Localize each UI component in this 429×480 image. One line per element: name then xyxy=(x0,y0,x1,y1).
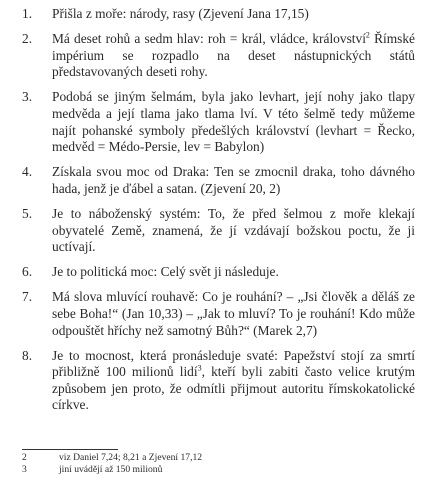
item-number: 4. xyxy=(22,164,33,180)
item-text: Je to náboženský systém: To, že před šelmou z moře klekají obyvatelé Země, znamená, že jí vzdávají božskou poctu, že ji uctívají. xyxy=(52,205,415,255)
item-number: 2. xyxy=(22,31,33,47)
list-item xyxy=(22,6,415,23)
footnote-text: jiní uvádějí až 150 milionů xyxy=(59,464,163,475)
list-item xyxy=(22,264,415,281)
item-text xyxy=(52,348,415,414)
footnote-text: viz Daniel 7,24; 8,21 a Zjevení 17,12 xyxy=(59,452,203,463)
list-item xyxy=(22,89,415,155)
item-number: 3. xyxy=(22,89,33,105)
item-text: Získala svou moc od Draka: Ten se zmocnil draka, toho dávného hada, jenž je ďábel a satan. (Zjevení 20, 2) xyxy=(52,164,415,196)
footnote-reference: 3 xyxy=(197,363,202,373)
item-number: 8. xyxy=(22,347,33,363)
footnote xyxy=(22,464,412,476)
list-item xyxy=(22,206,415,256)
footnote-number: 2 xyxy=(22,452,27,463)
item-text-part: Má deset rohů a sedm hlav: roh = král, vládce, království xyxy=(52,31,366,47)
item-text: Má slova mluvící rouhavě: Co je rouhání? – „Jsi člověk a děláš ze sebe Boha!“ (Jan 10,33) – „Jak to mluví? To je rouhání! Kdo může odpouštět hříchy než samotný Bůh?“ (Marek 2,7) xyxy=(52,289,415,338)
footnote-number: 3 xyxy=(22,464,27,475)
item-text-part: Je to mocnost, která pronásleduje svaté: Papežství stojí za smrtí přibližně 100 milionů lidí xyxy=(52,347,415,380)
item-number: 5. xyxy=(22,205,33,221)
item-number: 6. xyxy=(22,264,33,280)
list-item xyxy=(22,289,415,339)
item-text: Podobá se jiným šelmám, byla jako levhart, její nohy jako tlapy medvěda a její tlama jako tlama lví. V této šelmě tedy můžeme najít pohanské symboly předešlých království (levhart = Řecko, medvěd = Médo-Persie, lev = Babylon) xyxy=(52,89,415,155)
item-number: 1. xyxy=(22,6,33,21)
footnote xyxy=(22,452,412,464)
item-text: Přišla z moře: národy, rasy (Zjevení Jana 17,15) xyxy=(52,6,309,21)
list-item xyxy=(22,348,415,414)
item-text-part: Římské impérium se rozpadlo na deset nástupnických států představovaných deseti rohy. xyxy=(52,31,416,80)
item-text xyxy=(52,31,415,81)
item-number: 7. xyxy=(22,289,33,305)
footnote-divider xyxy=(22,449,118,450)
numbered-list xyxy=(22,6,415,414)
list-item xyxy=(22,164,415,197)
footnotes xyxy=(22,452,412,476)
item-text: Je to politická moc: Celý svět ji následuje. xyxy=(52,264,279,280)
footnote-reference: 2 xyxy=(365,30,370,40)
item-text-part: , kteří byli zabiti často velice krutým způsobem jen proto, že odmítli přijmout autoritu římskokatolické církve. xyxy=(52,364,415,413)
list-item xyxy=(22,31,415,81)
